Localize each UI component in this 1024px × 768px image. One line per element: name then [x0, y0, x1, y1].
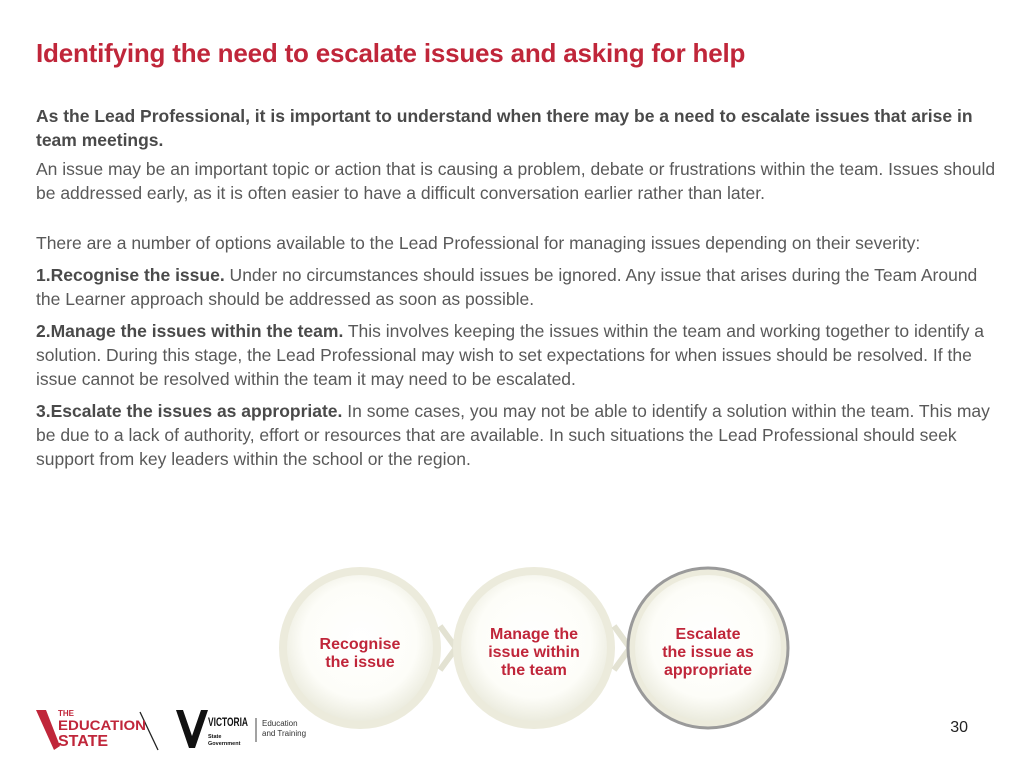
step-text: Under no circumstances should issues be ignored. Any issue that arises during the Team Around the Learner approach should be addressed as soon as possible. [36, 265, 978, 309]
logo-text-line2: EDUCATION [58, 717, 146, 733]
logo-text-line1: THE [58, 709, 74, 718]
circle-label-manage: Manage the issue within the team [488, 626, 580, 679]
step-text: In some cases, you may not be able to identify a solution within the team. This may be due to a lack of authority, effort or resources that are available. In such situations the Lead Professional should seek support from key leaders within the school or the region. [36, 401, 990, 469]
victoria-sub1: State [208, 734, 222, 740]
circle-label-escalate: Escalate the issue as appropriate [662, 626, 754, 679]
education-state-logo [36, 706, 162, 752]
victoria-sub2: Government [208, 741, 241, 747]
slide-body [36, 104, 996, 479]
options-intro: There are a number of options available to the Lead Professional for managing issues depending on their severity: [36, 233, 921, 253]
step-item [36, 399, 996, 471]
logo-text-line3: STATE [58, 733, 109, 750]
step-heading: 2.Manage the issues within the team. [36, 321, 344, 341]
step-heading: 1.Recognise the issue. [36, 265, 225, 285]
victoria-dept1: Education [262, 719, 298, 728]
page-title: Identifying the need to escalate issues and asking for help [36, 38, 746, 68]
page-number: 30 [950, 719, 968, 736]
victoria-dept2: and Training [262, 729, 307, 738]
victoria-government-logo [176, 706, 316, 752]
circle-label-recognise: Recognise the issue [319, 636, 401, 671]
step-item [36, 319, 996, 391]
intro-text: An issue may be an important topic or action that is causing a problem, debate or frustrations within the team. Issues should be addressed early, as it is often easier to have a difficult conversation earlier rather than later. [36, 159, 996, 203]
step-text: This involves keeping the issues within the team and working together to identify a solution. During this stage, the Lead Professional may wish to set expectations for when issues should be resolved. If the issue cannot be resolved within the team it may need to be escalated. [36, 321, 985, 389]
victoria-v-mark [176, 710, 208, 748]
intro-bold: As the Lead Professional, it is important to understand when there may be a need to escalate issues that arise in team meetings. [36, 106, 973, 150]
step-item [36, 263, 996, 311]
victoria-wordmark: VICTORIA [208, 715, 249, 729]
logo-stripe [36, 710, 60, 750]
step-heading: 3.Escalate the issues as appropriate. [36, 401, 343, 421]
